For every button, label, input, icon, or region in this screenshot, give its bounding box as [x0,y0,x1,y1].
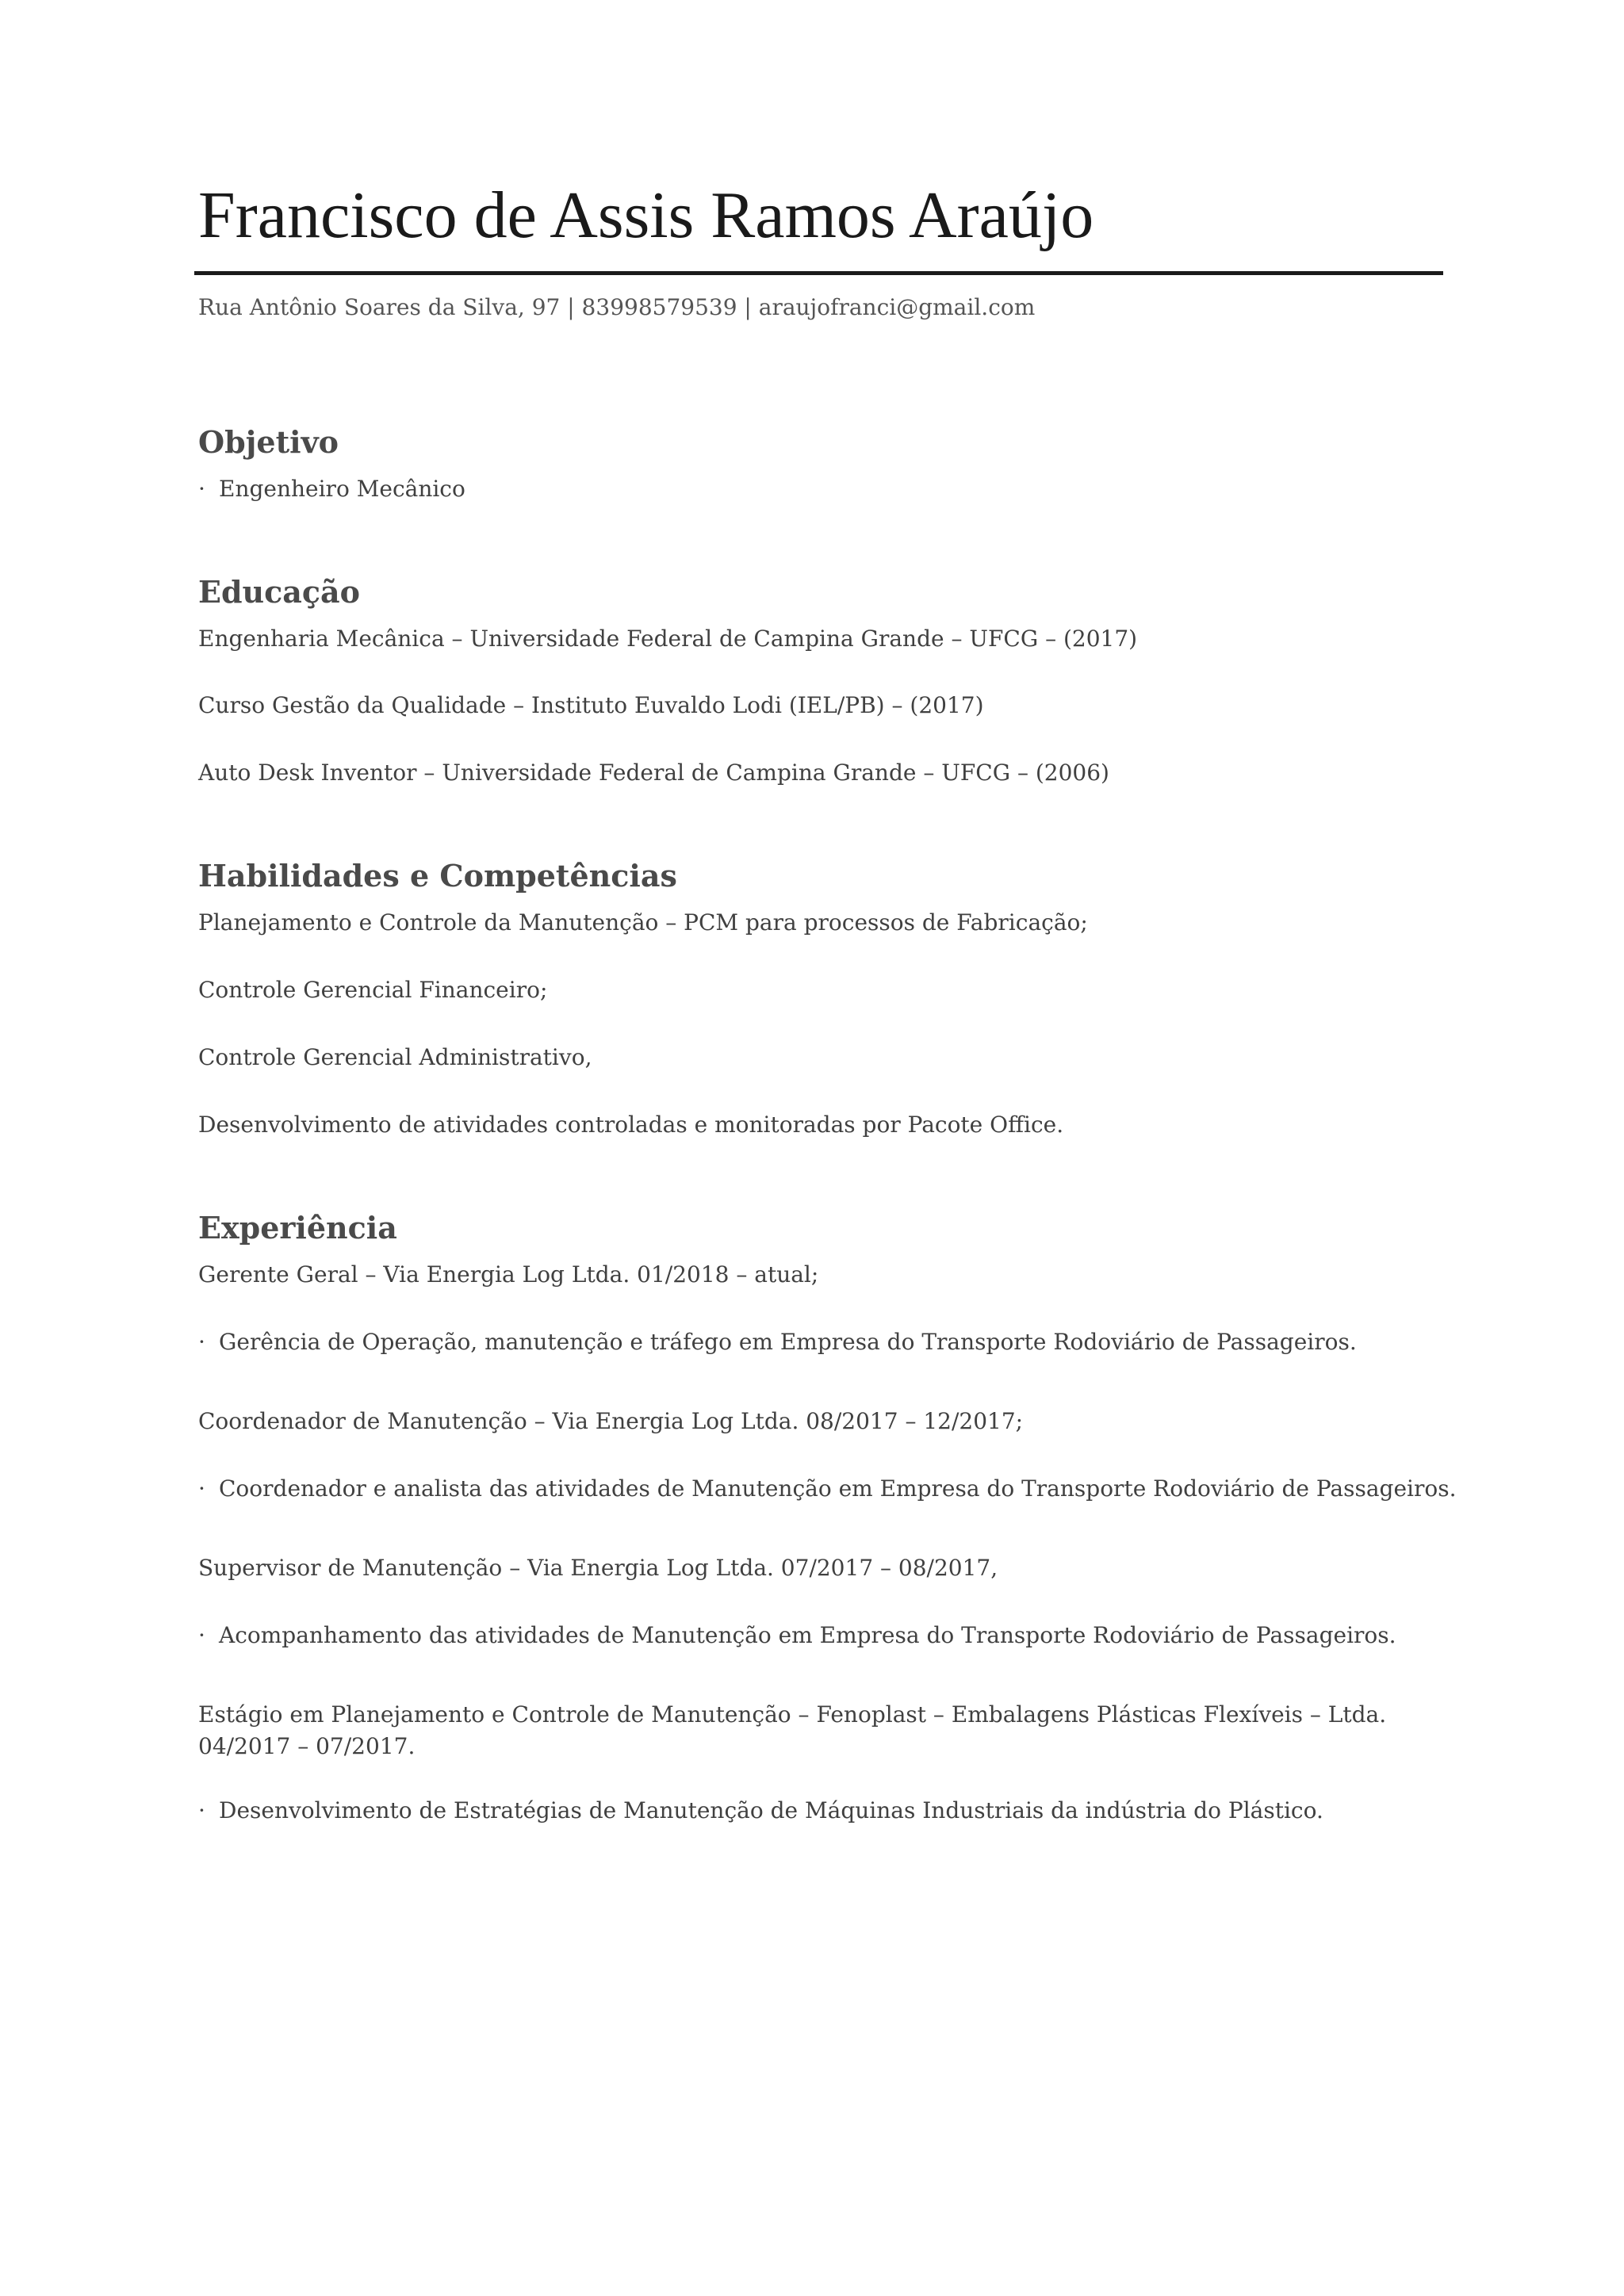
section-heading-experiencia: Experiência [198,1210,397,1246]
job-detail-text: Desenvolvimento de Estratégias de Manutenção de Máquinas Industriais da indústria do Plástico. [219,1797,1323,1823]
job-role: Coordenador de Manutenção – Via Energia Log Ltda. 08/2017 – 12/2017; [198,1408,1024,1434]
habilidade-item: Desenvolvimento de atividades controladas e monitoradas por Pacote Office. [198,1112,1064,1138]
job-detail-text: Acompanhamento das atividades de Manutenção em Empresa do Transporte Rodoviário de Passageiros. [219,1622,1396,1648]
job-detail [198,1620,1396,1651]
job-detail-text: Gerência de Operação, manutenção e tráfego em Empresa do Transporte Rodoviário de Passageiros. [219,1329,1357,1355]
contact-line: Rua Antônio Soares da Silva, 97 | 83998579539 | araujofranci@gmail.com [198,294,1036,320]
section-heading-habilidades: Habilidades e Competências [198,858,677,894]
job-role: Gerente Geral – Via Energia Log Ltda. 01/2018 – atual; [198,1261,819,1288]
candidate-name: Francisco de Assis Ramos Araújo [198,178,1094,252]
job-role: Supervisor de Manutenção – Via Energia Log Ltda. 07/2017 – 08/2017, [198,1555,998,1581]
habilidade-item: Planejamento e Controle da Manutenção – PCM para processos de Fabricação; [198,909,1088,936]
job-detail-text: Coordenador e analista das atividades de Manutenção em Empresa do Transporte Rodoviário de Passageiros. [219,1475,1457,1502]
objetivo-item-text: Engenheiro Mecânico [219,476,465,502]
job-detail [198,1326,1357,1358]
objetivo-item [198,473,465,505]
educacao-item: Engenharia Mecânica – Universidade Federal de Campina Grande – UFCG – (2017) [198,626,1138,652]
bullet-icon: · [198,476,205,502]
section-heading-objetivo: Objetivo [198,424,339,460]
bullet-icon: · [198,1475,205,1502]
educacao-item: Curso Gestão da Qualidade – Instituto Euvaldo Lodi (IEL/PB) – (2017) [198,692,984,718]
job-detail [198,1795,1323,1827]
habilidade-item: Controle Gerencial Financeiro; [198,977,548,1003]
bullet-icon: · [198,1622,205,1648]
section-heading-educacao: Educação [198,574,361,610]
bullet-icon: · [198,1329,205,1355]
educacao-item: Auto Desk Inventor – Universidade Federal de Campina Grande – UFCG – (2006) [198,760,1109,786]
header-divider [194,271,1443,275]
bullet-icon: · [198,1797,205,1823]
job-role: Estágio em Planejamento e Controle de Manutenção – Fenoplast – Embalagens Plásticas Flexíveis – Ltda. 04/2017 – 07/2017. [198,1701,1387,1759]
habilidade-item: Controle Gerencial Administrativo, [198,1044,592,1070]
job-detail [198,1473,1457,1505]
